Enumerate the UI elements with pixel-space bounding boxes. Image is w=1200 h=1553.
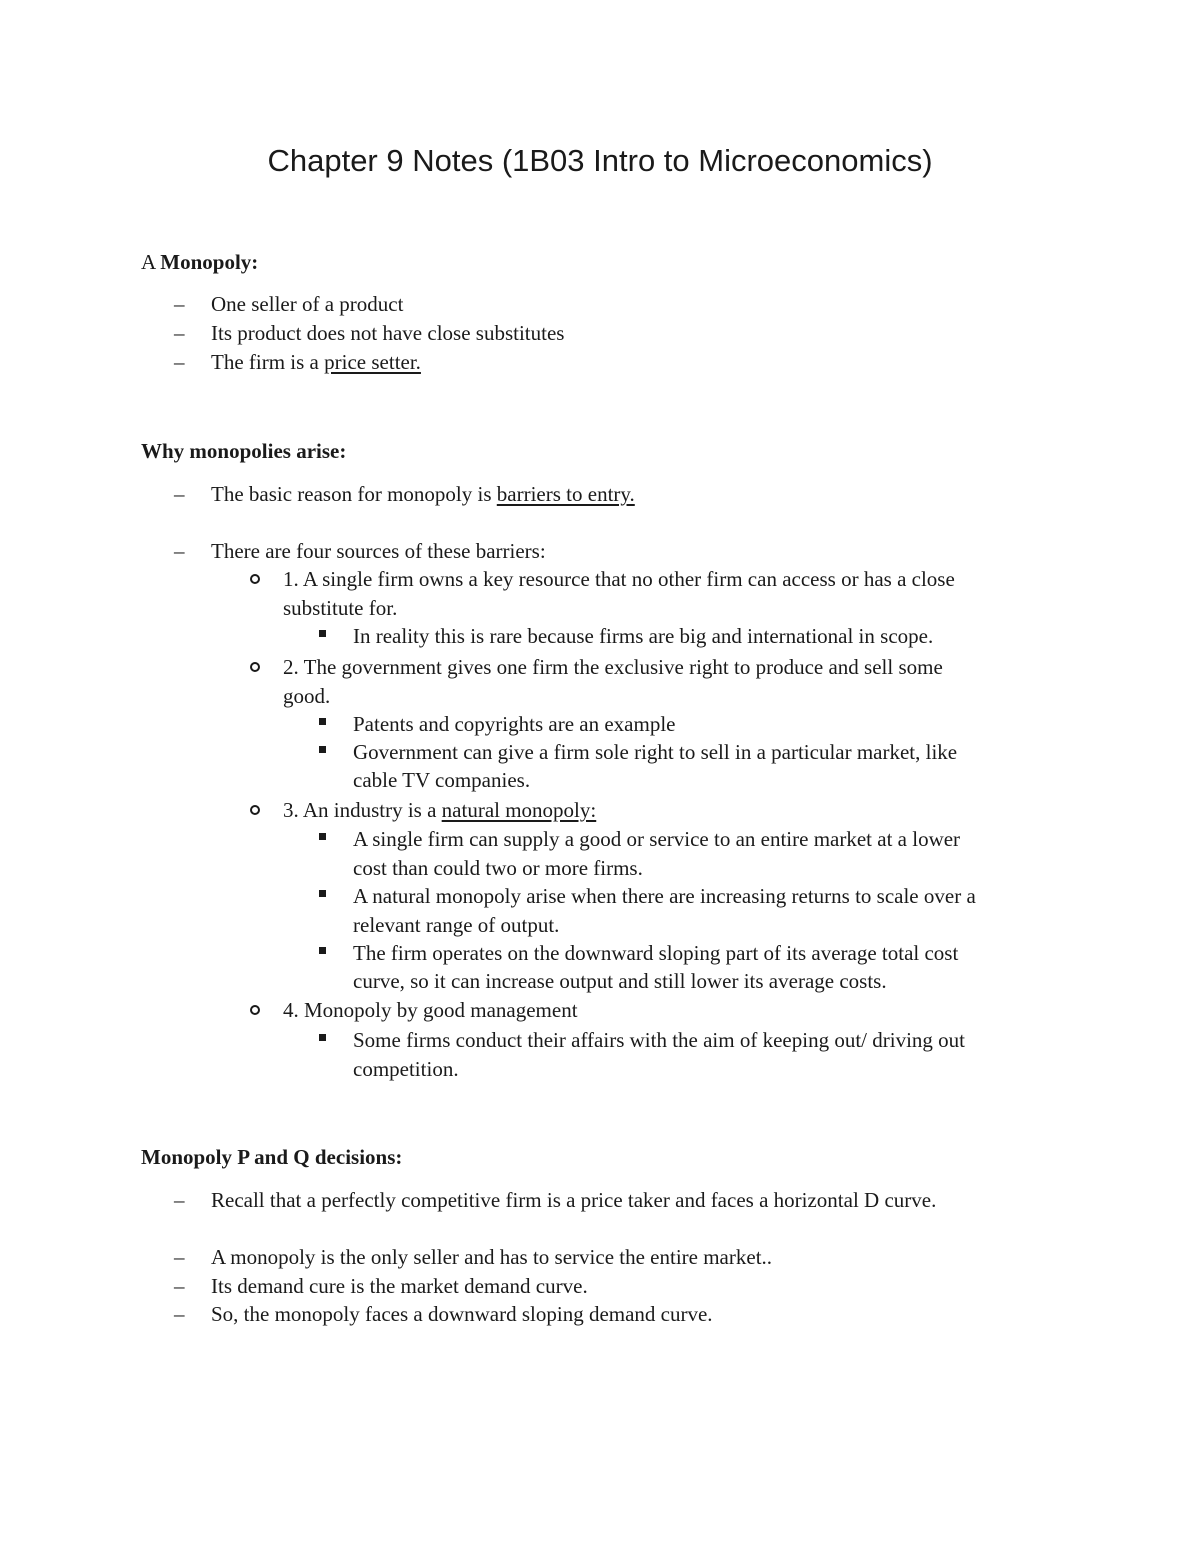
page-title: Chapter 9 Notes (1B03 Intro to Microeconomics) [267, 143, 933, 178]
dash-bullet: – [174, 321, 185, 345]
section-heading-monopoly [141, 248, 258, 276]
dash-bullet: – [174, 350, 185, 374]
square-bullet-icon [319, 1034, 326, 1041]
sub-sub-list-item: In reality this is rare because firms are big and international in scope. [353, 624, 934, 648]
circle-bullet-icon [250, 662, 260, 672]
dash-bullet: – [174, 1274, 185, 1298]
list-item: There are four sources of these barriers: [211, 539, 546, 563]
square-bullet-icon [319, 833, 326, 840]
item-text: The basic reason for monopoly is [211, 482, 497, 506]
circle-bullet-icon [250, 1005, 260, 1015]
dash-bullet: – [174, 292, 185, 316]
dash-bullet: – [174, 482, 185, 506]
sub-sub-list-item-continuation: competition. [353, 1057, 459, 1081]
sub-list-item: 2. The government gives one firm the exclusive right to produce and sell some [283, 655, 943, 679]
circle-bullet-icon [250, 805, 260, 815]
sub-list-item: 1. A single firm owns a key resource that no other firm can access or has a close [283, 567, 955, 591]
list-item [211, 348, 421, 376]
underlined-term: price setter. [324, 350, 421, 374]
section-heading-why-monopolies-arise: Why monopolies arise: [141, 439, 347, 463]
list-item: Its demand cure is the market demand curve. [211, 1274, 588, 1298]
item-text: 3. An industry is a [283, 798, 442, 822]
square-bullet-icon [319, 630, 326, 637]
sub-sub-list-item: Patents and copyrights are an example [353, 712, 676, 736]
list-item: A monopoly is the only seller and has to service the entire market.. [211, 1245, 773, 1269]
square-bullet-icon [319, 890, 326, 897]
list-item [211, 480, 635, 508]
circle-bullet-icon [250, 574, 260, 584]
dash-bullet: – [174, 1245, 185, 1269]
heading-bold: Monopoly: [160, 250, 259, 274]
sub-sub-list-item-continuation: cable TV companies. [353, 768, 531, 792]
sub-sub-list-item-continuation: curve, so it can increase output and still lower its average costs. [353, 969, 887, 993]
section-heading-p-and-q-decisions: Monopoly P and Q decisions: [141, 1145, 403, 1169]
square-bullet-icon [319, 718, 326, 725]
item-text: The firm is a [211, 350, 325, 374]
square-bullet-icon [319, 947, 326, 954]
sub-list-item-continuation: substitute for. [283, 596, 398, 620]
sub-list-item: 4. Monopoly by good management [283, 998, 578, 1022]
underlined-term: barriers to entry. [496, 482, 635, 506]
list-item: Recall that a perfectly competitive firm is a price taker and faces a horizontal D curve. [211, 1188, 937, 1212]
sub-sub-list-item: A single firm can supply a good or service to an entire market at a lower [353, 827, 961, 851]
square-bullet-icon [319, 746, 326, 753]
sub-sub-list-item: The firm operates on the downward sloping part of its average total cost [353, 941, 959, 965]
sub-sub-list-item-continuation: relevant range of output. [353, 913, 560, 937]
dash-bullet: – [174, 1188, 185, 1212]
dash-bullet: – [174, 539, 185, 563]
sub-list-item [283, 796, 596, 824]
sub-list-item-continuation: good. [283, 684, 331, 708]
sub-sub-list-item: A natural monopoly arise when there are increasing returns to scale over a [353, 884, 976, 908]
sub-sub-list-item: Some firms conduct their affairs with the aim of keeping out/ driving out [353, 1028, 965, 1052]
sub-sub-list-item: Government can give a firm sole right to sell in a particular market, like [353, 740, 958, 764]
dash-bullet: – [174, 1302, 185, 1326]
heading-prefix: A [141, 250, 161, 274]
list-item: So, the monopoly faces a downward sloping demand curve. [211, 1302, 713, 1326]
list-item: One seller of a product [211, 292, 404, 316]
list-item: Its product does not have close substitutes [211, 321, 565, 345]
underlined-term: natural monopoly: [441, 798, 597, 822]
sub-sub-list-item-continuation: cost than could two or more firms. [353, 856, 643, 880]
